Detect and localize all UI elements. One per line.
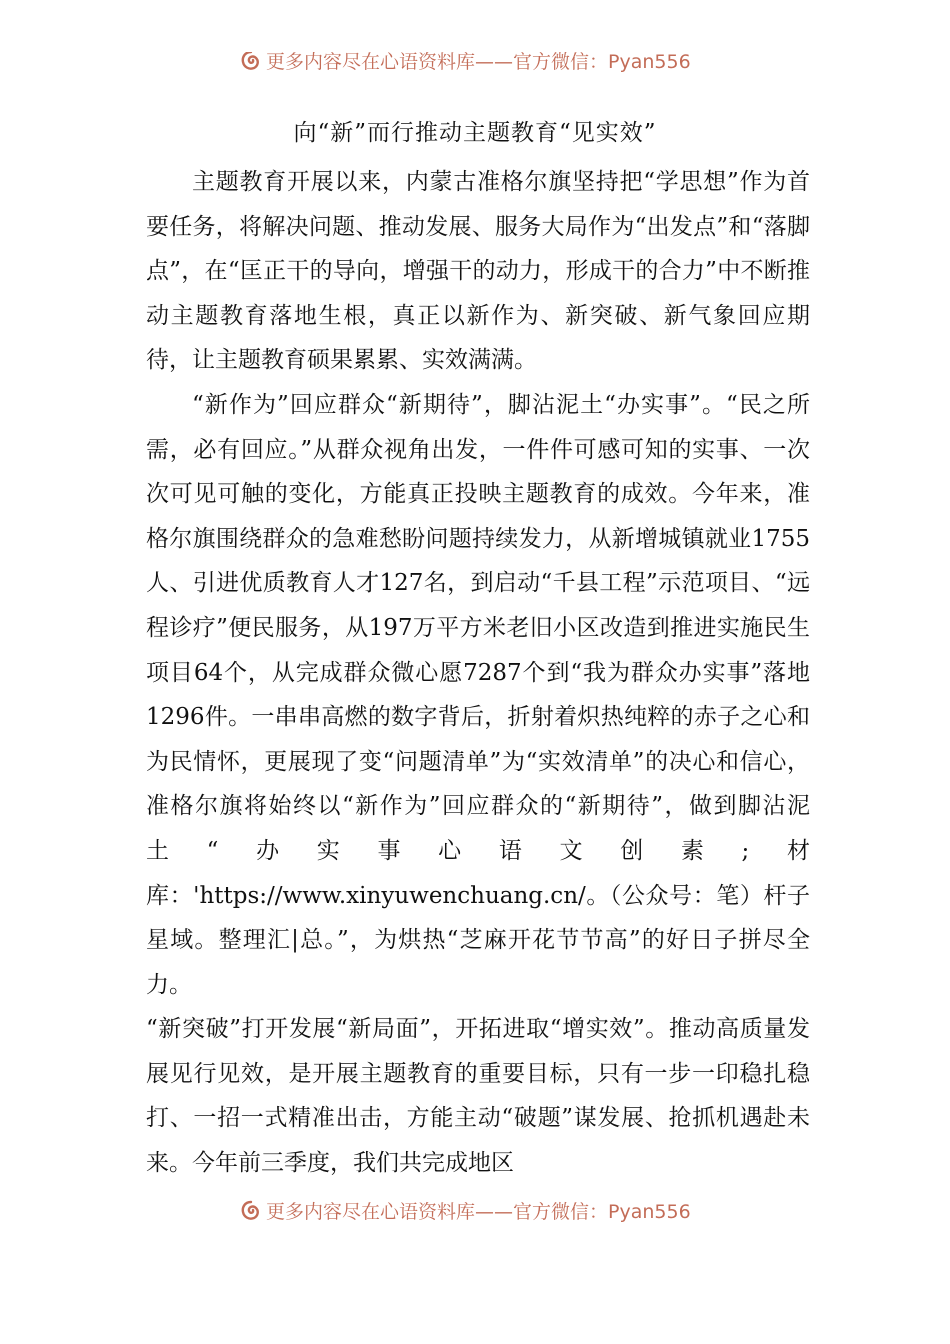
paragraph-new-action: “新作为”回应群众“新期待”，脚沾泥土“办实事”。“民之所需，必有回应。”从群众视角出发，一件件可感可知的实事、一次次可见可触的变化，方能真正投映主题教育的成效。今年来，准格尔旗围绕群众的急难愁盼问题持续发力，从新增城镇就业1755人、引进优质教育人才127名，到启动“千县工程”示范项目、“远程诊疗”便民服务，从197万平方米老旧小区改造到推进实施民生项目64个，从完成群众微心愿7287个到“我为群众办实事”落地1296件。一串串高燃的数字背后，折射着炽热纯粹的赤子之心和为民情怀，更展现了变“问题清单”为“实效清单”的决心和信心，准格尔旗将始终以“新作为”回应群众的“新期待”，做到脚沾泥土“办实事心语文创素;材库：'https://www.xinyuwenchuang.cn/。（公众号：笔）杆子星域。整理汇|总。”，为烘热“芝麻开花节节高”的好日子拼尽全力。 (146, 391, 810, 998)
paragraph-new-breakthrough: “新突破”打开发展“新局面”，开拓进取“增实效”。推动高质量发展见行见效，是开展主题教育的重要目标，只有一步一印稳扎稳打、一招一式精准出击，方能主动“破题”谋发展、抢抓机遇赴未来。今年前三季度，我们共完成地区 (146, 1016, 810, 1177)
watermark-banner-bottom (0, 1198, 950, 1232)
swirl-logo-icon (240, 1200, 262, 1222)
paragraph-intro: 主题教育开展以来，内蒙古准格尔旗坚持把“学思想”作为首要任务，将解决问题、推动发展、服务大局作为“出发点”和“落脚点”，在“匡正干的导向，增强干的动力，形成干的合力”中不断推动主题教育落地生根，真正以新作为、新突破、新气象回应期待，让主题教育硕果累累、实效满满。 (146, 169, 810, 374)
document-body (146, 160, 810, 1186)
watermark-banner-top (0, 52, 950, 86)
watermark-text: 更多内容尽在心语资料库——官方微信：Pyan556 (266, 1201, 691, 1223)
document-title: 向“新”而行推动主题教育“见实效” (293, 120, 657, 146)
swirl-logo-icon (240, 52, 262, 72)
watermark-text: 更多内容尽在心语资料库——官方微信：Pyan556 (266, 52, 691, 73)
